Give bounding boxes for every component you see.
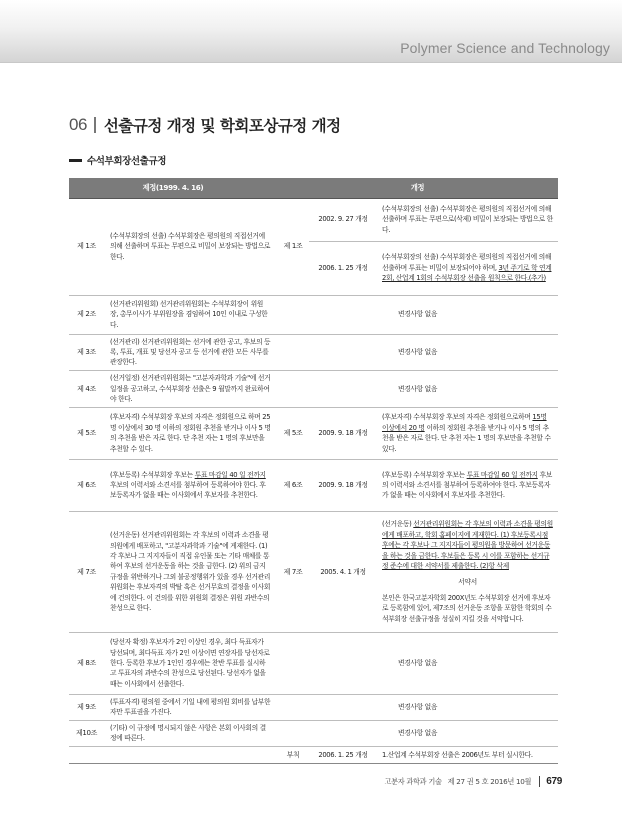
article-old: 제 6조 <box>69 459 104 511</box>
table-row <box>69 694 558 720</box>
revision-date: 2009. 9. 18 개정 <box>309 407 377 459</box>
empty-cell <box>69 746 104 763</box>
footer-divider <box>539 776 540 787</box>
new-text-part: (수석부회장의 선출) 수석부회장은 평의원의 직접선거에 의해 선출하며 투표는 비밀이 보장되어야 하며, <box>382 253 552 272</box>
header-band <box>0 0 622 62</box>
new-text <box>377 241 558 295</box>
new-text-part: (후보자격) 수석부회장 후보의 자격은 정회원으로하며 <box>382 413 533 422</box>
old-text: (후보자격) 수석부회장 후보의 자격은 정회원으로 하며 25명 이상에서 30 명 이하의 정회원 추천을 받거나 이사 5 명의 추천을 받은 자로 한다. 단 추천 자는 1 명의 후보만을 추천할 수 있다. <box>104 407 277 459</box>
old-text: (선거관리위원회) 선거관리위원회는 수석부회장이 위원장, 총무이사가 부위원장을 겸임하여 10인 이내로 구성한다. <box>104 295 277 334</box>
article-old: 제 4조 <box>69 370 104 407</box>
table-row <box>69 295 558 334</box>
section-heading: 선출규정 개정 및 학회포상규정 개정 <box>103 117 341 135</box>
subsection-title <box>69 153 166 167</box>
article-old: 제 7조 <box>69 511 104 632</box>
new-text-block <box>382 519 553 571</box>
no-change-text: 변경사항 없음 <box>277 632 558 694</box>
oath-text: 본인은 한국고분자학회 200X년도 수석부회장 선거에 후보자로 등록함에 있어, 제7조의 선거운동 조항을 포함한 학회의 수석부회장 선출규정을 성실히 지킬 것을 서약합니다. <box>382 593 552 623</box>
article-old: 제 5조 <box>69 407 104 459</box>
header-rule <box>0 62 622 63</box>
empty-cell <box>104 746 277 763</box>
new-text-underlined: 15명 이상에서 20 명 <box>382 413 547 432</box>
section-title <box>69 114 341 136</box>
table-row <box>69 407 558 459</box>
article-old: 제 8조 <box>69 632 104 694</box>
new-text <box>377 511 558 632</box>
new-text: 1.산업계 수석부회장 선출은 2006년도 부터 실시한다. <box>377 746 558 763</box>
no-change-text: 변경사항 없음 <box>277 694 558 720</box>
section-divider <box>94 117 96 133</box>
page-footer <box>384 776 562 787</box>
table-row <box>69 632 558 694</box>
regulation-table <box>69 178 558 764</box>
subsection-heading: 수석부회장선출규정 <box>87 156 166 167</box>
col-header-new: 개정 <box>277 178 558 198</box>
article-new: 부칙 <box>277 746 309 763</box>
article-old: 제 3조 <box>69 334 104 370</box>
old-text: (선거관리) 선거관리위원회는 선거에 관한 공고, 후보의 등록, 투표, 개표 및 당선자 공고 등 선거에 관한 모든 사무를 관장한다. <box>104 334 277 370</box>
table-row <box>69 370 558 407</box>
old-text: (수석부회장의 선출) 수석부회장은 평의원의 직접선거에 의해 선출하며 투표는 무편으로 비밀이 보장되는 방법으로 한다. <box>104 198 277 295</box>
old-text: (선거운동) 선거관리위원회는 각 후보의 이력과 소견을 평의원에게 배포하고, "고분자과학과 기술"에 게재한다. (1) 각 후보나 그 지지자들이 직접 유인물 또는 기타 매체를 통하여 후보의 선거운동을 하는 것을 금한다. (2) 위의 금지규정을 위반하거나 그외 불공정행위가 있을 경우 선거관리위원회는 후보자격의 박탈 혹은 선거무효의 결정을 이사회에 건의한다. 이 건의를 위한 위원회 결정은 위원 과반수의 찬성으로 한다. <box>104 511 277 632</box>
old-text-underlined: 투표 마감일 40 일 전까지 <box>194 470 266 479</box>
oath-title: 서약서 <box>458 578 477 587</box>
new-text-part: (선거운동) <box>382 520 414 529</box>
revision-date: 2006. 1. 25 개정 <box>309 241 377 295</box>
new-text-underlined: 3년 주기로 학 연계 2회, 산업계 1회의 수석부회장 선출을 원칙으로 한다.(추가) <box>382 263 552 283</box>
old-text-part: (후보등록) 수석부회장 후보는 <box>110 470 195 479</box>
new-text-part: 후보의 이력서와 소견서를 첨부하여 등록하여야 한다. 후보등록자가 없을 때는 이사회에서 후보자를 추천한다. <box>382 470 553 500</box>
article-old: 제 1조 <box>69 198 104 295</box>
table-header-row <box>69 178 558 198</box>
page-number: 679 <box>546 776 562 787</box>
new-text-underlined: 선거관리위원회는 각 후보의 이력과 소견을 평의원에게 배포하고, 학회 홈페이지에 게재한다. (1) 후보등록시점 후에는 각 후보나 그 지지자들이 평의원을 방문하여 선거운동을 하는 것을 금한다. 후보들은 등록 시 이를 포함하는 선거규정 준수에 대한 서약서를 제출한다. (2)항 삭제 <box>382 520 553 571</box>
table-row <box>69 198 558 241</box>
no-change-text: 변경사항 없음 <box>277 334 558 370</box>
table-row <box>69 459 558 511</box>
table-row <box>69 511 558 632</box>
table-row <box>69 720 558 746</box>
footer-volume: 제 27 권 5 호 2016년 10월 <box>447 776 532 786</box>
subsection-dash-icon <box>69 159 82 162</box>
old-text: (선거일정) 선거관리위원회는 "고분자과학과 기술"에 선거일정을 공고하고, 수석부회장 선출은 9 월말까지 완료하여야 한다. <box>104 370 277 407</box>
magazine-name: Polymer Science and Technology <box>400 40 610 56</box>
old-text <box>104 459 277 511</box>
table-row <box>69 746 558 763</box>
article-new: 제 7조 <box>277 511 309 632</box>
old-text: (투표자격) 평의원 중에서 기일 내에 평의원 회비를 납부한 자만 투표권을 가진다. <box>104 694 277 720</box>
revision-date: 2002. 9. 27 개정 <box>309 198 377 241</box>
section-number: 06 <box>69 115 87 134</box>
no-change-text: 변경사항 없음 <box>277 370 558 407</box>
article-old: 제 2조 <box>69 295 104 334</box>
col-header-old: 제정(1999. 4. 16) <box>69 178 277 198</box>
article-new: 제 1조 <box>277 198 309 295</box>
article-new: 제 5조 <box>277 407 309 459</box>
old-text: (당선자 확정) 후보자가 2인 이상인 경우, 최다 득표자가 당선되며, 최다득표 자가 2인 이상이면 연장자를 당선자로 한다. 등록한 후보가 1인인 경우에는 찬반 투표를 실시하고 투표자의 과반수의 찬성으로 당선된다. 당선자가 없을 때는 이사회에서 선출한다. <box>104 632 277 694</box>
article-old: 제10조 <box>69 720 104 746</box>
old-text: (기타) 이 규정에 명시되지 않은 사항은 본회 이사회의 결정에 따른다. <box>104 720 277 746</box>
revision-date: 2006. 1. 25 개정 <box>309 746 377 763</box>
article-new: 제 6조 <box>277 459 309 511</box>
new-text-part: (후보등록) 수석부회장 후보는 <box>382 470 467 479</box>
new-text-underlined: 투표 마감일 60 일 전까지 <box>466 470 538 479</box>
new-text <box>377 198 558 241</box>
revision-date: 2009. 9. 18 개정 <box>309 459 377 511</box>
old-text-part: 후보의 이력서와 소견서를 첨부하여 등록하여야 한다. 후보등록자가 없을 때는 이사회에서 후보자를 추천한다. <box>110 481 266 500</box>
new-text <box>377 459 558 511</box>
article-old: 제 9조 <box>69 694 104 720</box>
new-text-part: 이하의 정회원 추천을 받거나 이사 5 명의 추천을 받은 자로 한다. 단 추천 자는 1 명의 후보만을 추천할 수 있다. <box>382 423 551 453</box>
revision-date: 2005. 4. 1 개정 <box>309 511 377 632</box>
footer-journal: 고분자 과학과 기술 <box>384 776 442 786</box>
no-change-text: 변경사항 없음 <box>277 720 558 746</box>
new-text-part: (수석부회장의 선출) 수석부회장은 평의원의 직접선거에 의해 선출하며 투표는 무편으로(삭제) 비밀이 보장되는 방법으로 한다. <box>382 204 553 234</box>
new-text <box>377 407 558 459</box>
table-row <box>69 334 558 370</box>
no-change-text: 변경사항 없음 <box>277 295 558 334</box>
